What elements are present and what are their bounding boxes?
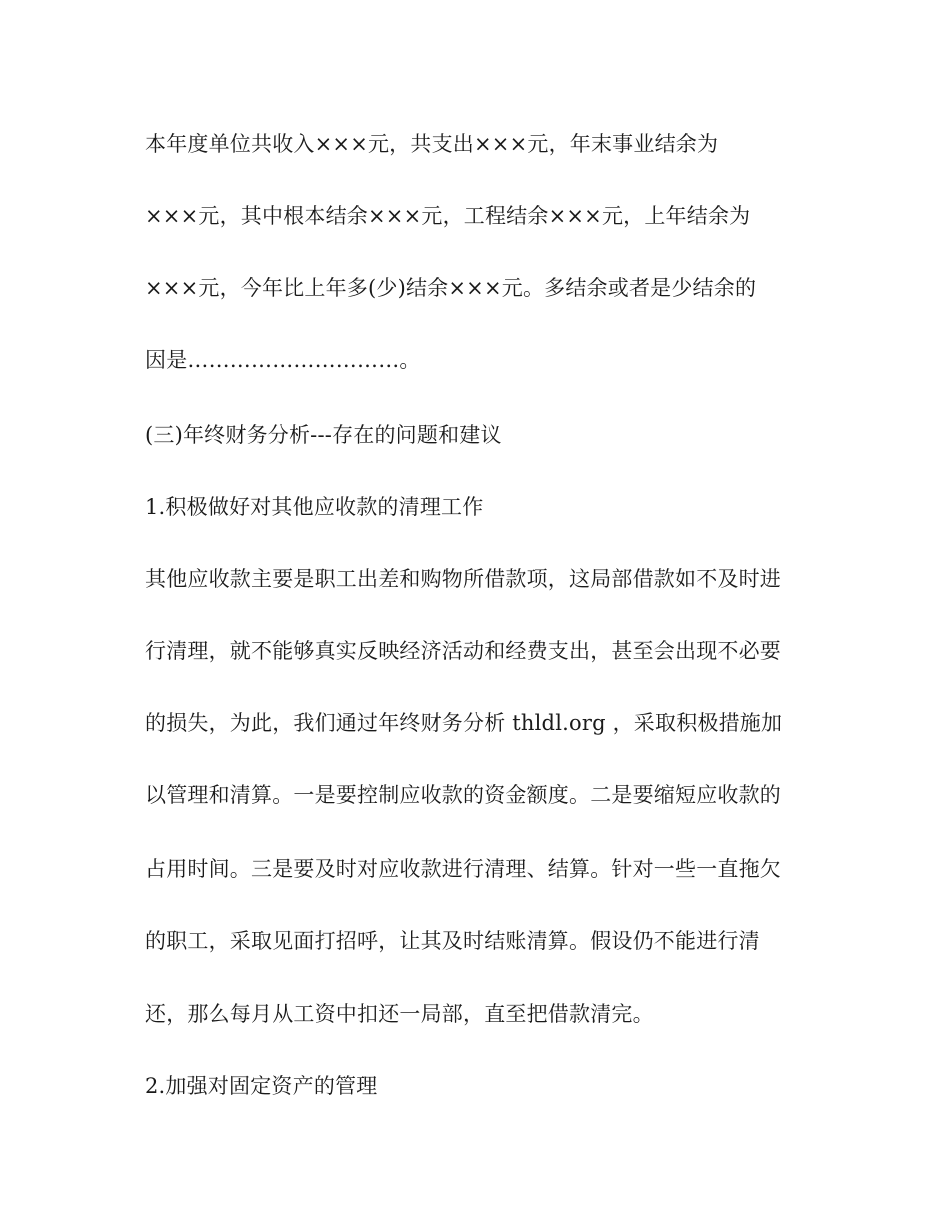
paragraph-line: ×××元，其中根本结余×××元，工程结余×××元，上年结余为 — [145, 204, 751, 228]
paragraph-line: ×××元，今年比上年多(少)结余×××元。多结余或者是少结余的 — [145, 276, 757, 300]
paragraph-line: 的损失，为此，我们通过年终财务分析 thldl.org ，采取积极措施加 — [145, 711, 783, 735]
paragraph-line: 因是…………………………。 — [145, 348, 421, 372]
subsection-heading: 2.加强对固定资产的管理 — [145, 1074, 378, 1098]
section-heading: (三)年终财务分析---存在的问题和建议 — [145, 423, 502, 447]
paragraph-line: 其他应收款主要是职工出差和购物所借款项，这局部借款如不及时进 — [145, 567, 781, 591]
paragraph-line: 本年度单位共收入×××元，共支出×××元，年末事业结余为 — [145, 132, 719, 156]
paragraph-line: 还，那么每月从工资中扣还一局部，直至把借款清完。 — [145, 1002, 654, 1026]
subsection-heading: 1.积极做好对其他应收款的清理工作 — [145, 495, 484, 519]
paragraph-line: 行清理，就不能够真实反映经济活动和经费支出，甚至会出现不必要 — [145, 639, 781, 663]
paragraph-line: 以管理和清算。一是要控制应收款的资金额度。二是要缩短应收款的 — [145, 783, 781, 807]
paragraph-line: 占用时间。三是要及时对应收款进行清理、结算。针对一些一直拖欠 — [145, 857, 781, 881]
paragraph-line: 的职工，采取见面打招呼，让其及时结账清算。假设仍不能进行清 — [145, 929, 760, 953]
